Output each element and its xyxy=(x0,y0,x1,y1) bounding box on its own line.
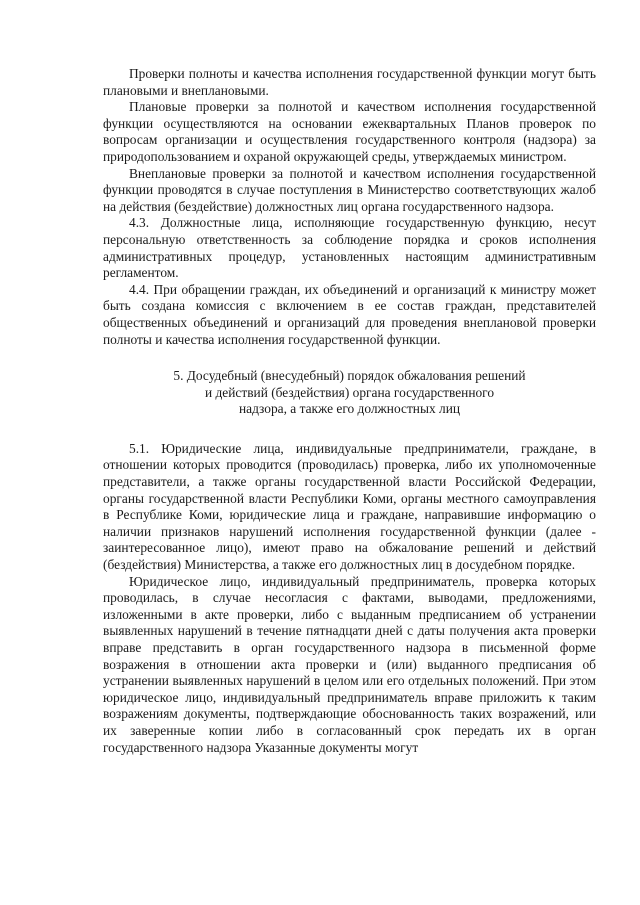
paragraph-planned-inspections: Плановые проверки за полнотой и качеством исполнения государственной функции осуществляются на основании ежеквартальных Планов проверок по вопросам организации и осуществления государственного контроля (надзора) за природопользованием и охраной окружающей среды, утверждаемых министром. xyxy=(103,99,596,164)
paragraphs-top xyxy=(103,66,596,348)
paragraph-5-1: 5.1. Юридические лица, индивидуальные предприниматели, граждане, в отношении которых проводится (проводилась) проверка, либо их уполномоченные представители, а также органы государственной власти Российской Федерации, органы государственной власти Республики Коми, органы местного самоуправления в Республике Коми, юридические лица и граждане, направившие информацию о наличии признаков нарушений исполнения государственной функции (далее - заинтересованное лицо), имеют право на обжалование решений и действий (бездействия) Министерства, а также его должностных лиц в досудебном порядке. xyxy=(103,440,596,573)
paragraphs-bottom xyxy=(103,441,596,756)
section-heading-line-2: и действий (бездействия) органа государственного xyxy=(204,384,495,400)
paragraph-4-4: 4.4. При обращении граждан, их объединений и организаций к министру может быть создана комиссия с включением в ее состав граждан, представителей общественных объединений и организаций для проведения внеплановой проверки полноты и качества исполнения государственной функции. xyxy=(103,281,596,347)
section-heading-line-1: 5. Досудебный (внесудебный) порядок обжалования решений xyxy=(173,368,526,384)
paragraph-inspection-types: Проверки полноты и качества исполнения государственной функции могут быть плановыми и внеплановыми. xyxy=(103,66,596,98)
section-5-heading xyxy=(103,368,596,418)
paragraph-4-3: 4.3. Должностные лица, исполняющие государственную функцию, несут персональную ответственность за соблюдение порядка и сроков исполнения административных процедур, установленных настоящим административным регламентом. xyxy=(103,215,596,281)
paragraph-objections: Юридическое лицо, индивидуальный предприниматель, проверка которых проводилась, в случае несогласия с фактами, выводами, предложениями, изложенными в акте проверки, либо с выданным предписанием об устранении выявленных нарушений в течение пятнадцати дней с даты получения акта проверки вправе представить в орган государственного надзора в письменной форме возражения в отношении акта проверки и (или) выданного предписания об устранении выявленных нарушений в целом или его отдельных положений. При этом юридическое лицо, индивидуальный предприниматель вправе приложить к таким возражениям документы, подтверждающие обоснованность таких возражений, или их заверенные копии либо в согласованный срок передать их в орган государственного надзора Указанные документы могут xyxy=(103,573,596,755)
section-heading-line-3: надзора, а также его должностных лиц xyxy=(238,401,461,417)
paragraph-unplanned-inspections: Внеплановые проверки за полнотой и качеством исполнения государственной функции проводятся в случае поступления в Министерство соответствующих жалоб на действия (бездействие) должностных лиц органа государственного надзора. xyxy=(103,165,596,214)
